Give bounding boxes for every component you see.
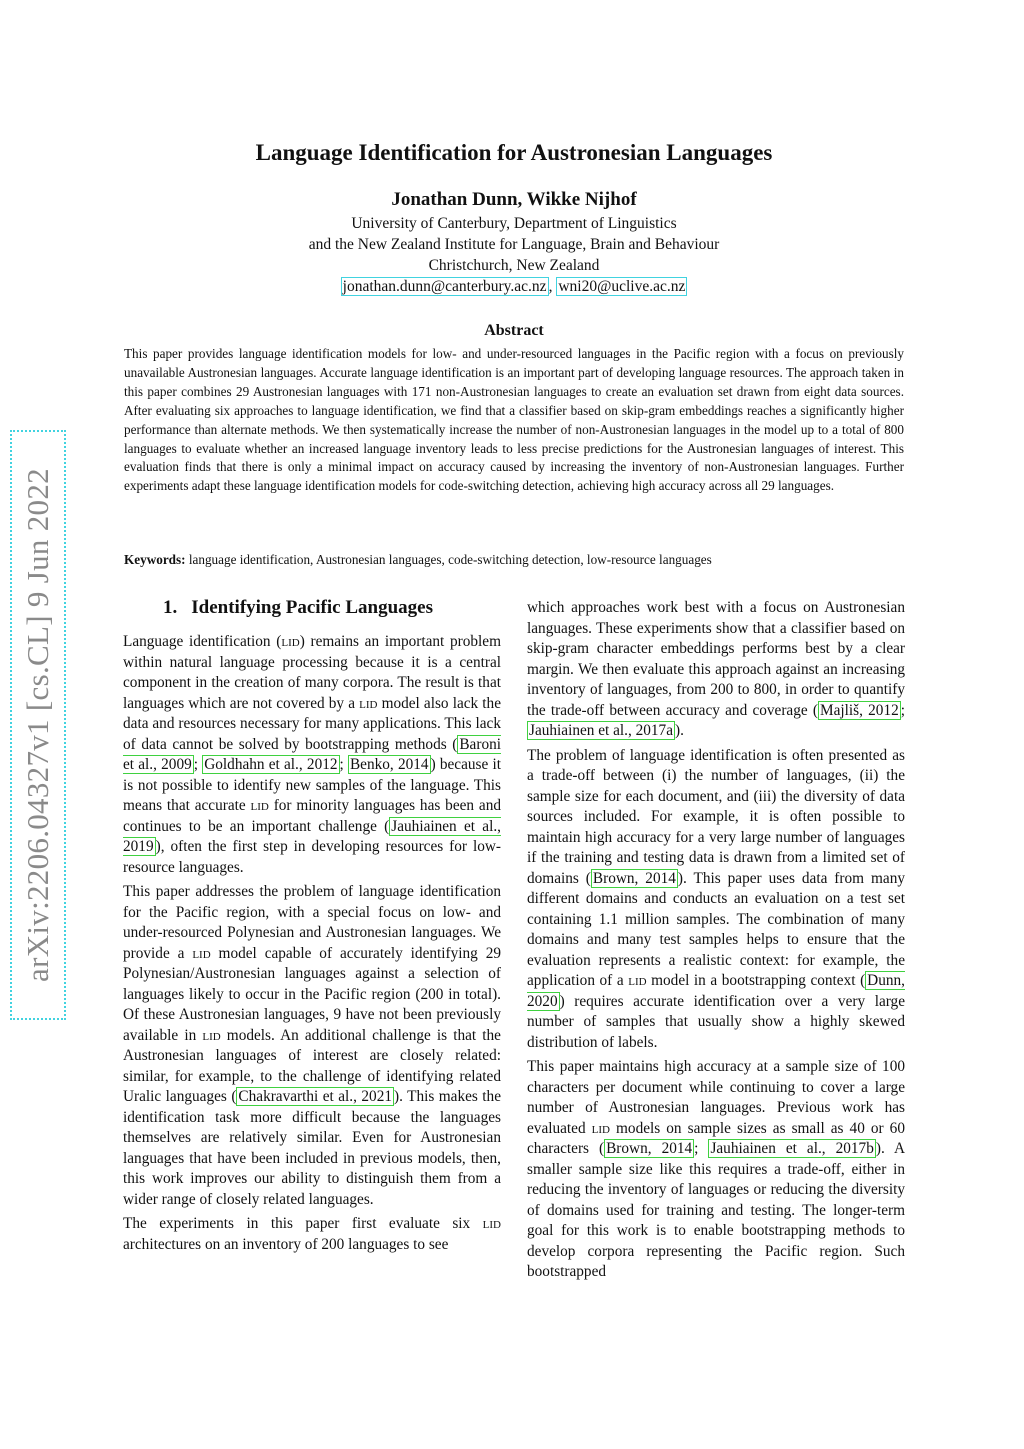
citation-link[interactable]: Benko, 2014 [349,756,429,773]
paragraph: This paper addresses the problem of language identification for the Pacific region, with a special focus on low- and under-resourced Polynesian and Austronesian languages. We provide a lid model capable of accurately identifying 29 Polynesian/Austronesian languages against a selection of languages likely to occur in the Pacific region (200 in total). Of these Austronesian languages, 9 have not been previously available in lid models. An additional challenge is that the Austronesian languages of interest are closely related: similar, for example, to the challenge of identifying related Uralic languages ( Chakravarthi et al., 2021 ). This makes the identification task more difficult because the languages themselves are relatively similar. Even for Austronesian languages that have been included in previous models, then, this work improves our ability to distinguish them from a wider range of closely related languages. [123,883,502,1208]
citation-link[interactable]: Jauhiainen et al., 2019 [123,817,501,855]
authors: Jonathan Dunn, Wikke Nijhof [391,189,637,210]
paragraph: This paper maintains high accuracy at a sample size of 100 characters per document while continuing to cover a large number of Austronesian languages. Previous work has evaluated lid models on sample sizes as small as 40 or 60 characters ( Brown, 2014 ; Jauhiainen et al., 2017b ). A smaller sample size like this requires a trade-off, either in reducing the inventory of languages or reducing the diversity of domains used for training and testing. The longer-term goal for this work is to enable bootstrapping methods to develop corpora representing the Pacific region. Such bootstrapped [527,1058,905,1280]
paragraph: The problem of language identification is often presented as a trade-off between (i) the number of languages, (ii) the sample size for each document, and (iii) the diversity of data sources included. For example, it is often possible to maintain high accuracy for a very large number of languages if the training and testing data is drawn from a limited set of domains ( Brown, 2014 ). This paper uses data from many different domains and conducts an evaluation on a test set containing 1.1 million samples. The combination of many domains and many test samples helps to ensure that the evaluation represents a realistic context: for example, the application of a lid model in a bootstrapping context ( Dunn, 2020 ) requires accurate identification over a very large number of samples that usually show a highly skewed distribution of labels. [527,746,905,1051]
citation-link[interactable]: Baroni et al., 2009 [123,735,501,773]
lid-abbrev: lid [359,694,378,712]
email-link-nijhof[interactable]: wni20@uclive.ac.nz [558,278,686,295]
affiliation-line: University of Canterbury, Department of Linguistics [351,215,677,232]
paragraph: which approaches work best with a focus on Austronesian languages. These experiments show that a classifier based on skip-gram character embeddings performs best by a clear margin. We then evaluate this approach against an increasing inventory of languages, from 200 to 800, in order to quantify the trade-off between accuracy and coverage ( Majliš, 2012 ; Jauhiainen et al., 2017a ). [527,599,905,739]
email-line [124,276,904,297]
citation-link[interactable]: Jauhiainen et al., 2017b [710,1140,874,1157]
lid-abbrev: lid [202,1026,221,1044]
lid-abbrev: lid [628,972,647,989]
abstract-text: This paper provides language identification models for low- and under-resourced languages in the Pacific region with a focus on previously unavailable Austronesian languages. Accurate language identification is an important part of developing language resources. The approach taken in this paper combines 29 Austronesian languages with 171 non-Austronesian languages to create an evaluation set drawn from eight data sources. After evaluating six approaches to language identification, we find that a classifier based on skip-gram embeddings reaches a significantly higher performance than alternate methods. We then systematically increase the number of non-Austronesian languages in the model up to a total of 800 languages to evaluate whether an increased language inventory leads to less precise predictions for the Austronesian languages of interest. This evaluation finds that there is only a minimal impact on accuracy caused by increasing the inventory of non-Austronesian languages. Further experiments adapt these language identification models for code-switching detection, achieving high accuracy across all 29 languages. [124,346,904,494]
citation-link[interactable]: Majliš, 2012 [820,701,899,719]
abstract-heading: Abstract [484,322,544,339]
paragraph: Language identification (lid) remains an important problem within natural language processing because it is a central component in the creation of many corpora. The result is that languages which are not covered by a lid model also lack the data and resources necessary for many applications. This lack of data cannot be solved by bootstrapping methods ( Baroni et al., 2009 ; Goldhahn et al., 2012 ; Benko, 2014 ) because it is not possible to identify new samples of the language. This means that accurate lid for minority languages has been and continues to be an important challenge ( Jauhiainen et al., 2019 ), often the first step in developing resources for low-resource languages. [123,633,501,876]
citation-link[interactable]: Brown, 2014 [606,1140,693,1157]
citation-link[interactable]: Brown, 2014 [592,869,676,887]
arxiv-id-link[interactable]: arXiv:2206.04327v1 [cs.CL] 9 Jun 2022 [10,430,66,1020]
citation-link[interactable]: Goldhahn et al., 2012 [204,756,338,773]
citation-link[interactable]: Jauhiainen et al., 2017a [529,722,673,739]
keywords [124,551,904,570]
lid-abbrev: lid [281,633,300,650]
right-column [527,598,905,1287]
email-separator: , [548,278,557,295]
lid-abbrev: lid [192,944,211,962]
citation-link[interactable]: Dunn, 2020 [527,972,905,1010]
lid-abbrev: lid [591,1119,610,1137]
affiliation-line: Christchurch, New Zealand [428,257,600,274]
lid-abbrev: lid [250,797,269,814]
left-column [123,596,501,1259]
lid-abbrev: lid [482,1215,501,1232]
paper-title: Language Identification for Austronesian Languages [255,140,773,165]
affiliation-line: and the New Zealand Institute for Language, Brain and Behaviour [308,236,720,253]
email-link-dunn[interactable]: jonathan.dunn@canterbury.ac.nz [342,278,547,295]
affiliation-block [124,213,904,297]
paragraph: The experiments in this paper first evaluate six lid architectures on an inventory of 200 languages to see [123,1215,501,1253]
section-number: 1. [163,597,178,618]
section-title: Identifying Pacific Languages [191,597,433,618]
section-heading [163,596,501,620]
arxiv-stamp [10,430,70,1020]
keywords-label: Keywords: [124,552,186,567]
keywords-text: language identification, Austronesian languages, code-switching detection, low-resource languages [185,552,712,567]
citation-link[interactable]: Chakravarthi et al., 2021 [238,1088,392,1105]
